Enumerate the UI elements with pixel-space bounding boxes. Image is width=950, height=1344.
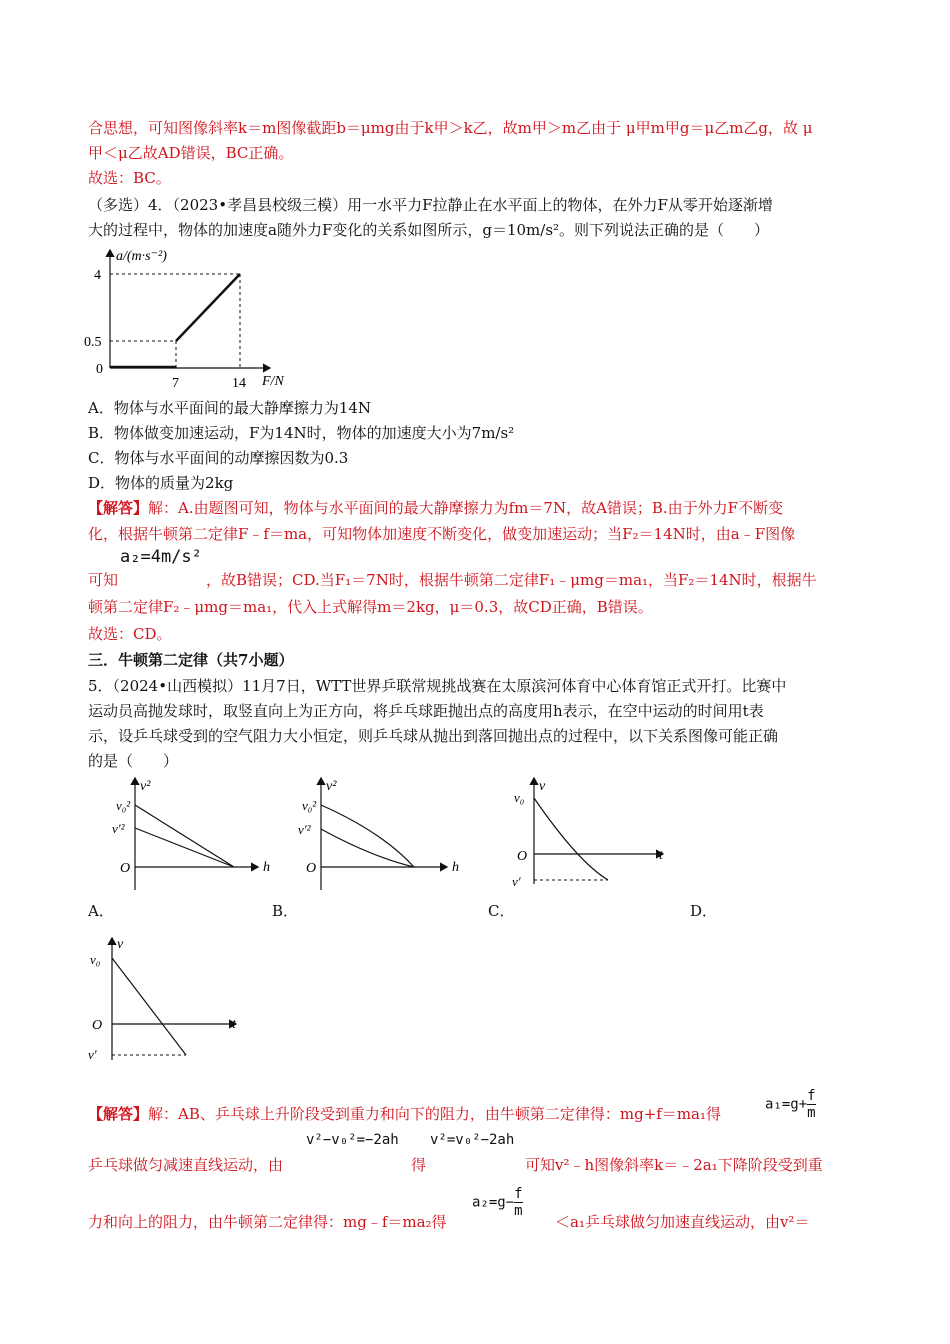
line-up (135, 805, 234, 867)
formula-eq1: v²−v₀²=−2ah (306, 1132, 399, 1148)
svg-text:v′²: v′² (298, 822, 311, 837)
answer5-line1: 【解答】解：AB、乒乓球上升阶段受到重力和向下的阻力，由牛顿第二定律得：mg+f＝ma₁得 (88, 1105, 721, 1123)
answer4-line2: 化，根据牛顿第二定律F﹣f＝ma，可知物体加速度不断变化，做变加速运动；当F₂＝14N时，由a﹣F图像 (88, 525, 796, 543)
ytick-4: 4 (94, 268, 101, 283)
y-axis-label: a/(m·s⁻²) (116, 249, 167, 264)
option-d: D．物体的质量为2kg (88, 474, 234, 492)
section-heading: 三．牛顿第二定律（共7小题） (88, 651, 294, 669)
svg-text:O: O (120, 861, 131, 876)
q4-a-f-graph (80, 244, 320, 394)
slope-segment (176, 274, 240, 341)
formula-eq2: v²=v₀²−2ah (430, 1132, 515, 1148)
curve-down (321, 829, 414, 867)
graph-d (86, 932, 261, 1062)
formula-a2g: a₂=g− $\frac{f}{m}$ (472, 1186, 523, 1219)
answer5-line2a: 乒乓球做匀减速直线运动，由 (88, 1156, 284, 1174)
line-down (135, 828, 234, 867)
svg-text:v²: v² (326, 779, 337, 794)
curve-v-t (534, 798, 608, 880)
answer4-line3-pre: 可知 (88, 571, 119, 589)
graph-c (508, 772, 683, 892)
formula-a1: a₁=g+ $\frac{f}{m}$ (765, 1088, 816, 1121)
line-v-t (112, 958, 186, 1055)
graph-b (292, 772, 467, 892)
graph-a (108, 772, 278, 892)
xtick-7: 7 (172, 376, 179, 391)
answer4-choice: 故选：CD。 (88, 625, 172, 643)
question4-line2: 大的过程中，物体的加速度a随外力F变化的关系如图所示，g＝10m/s²。则下列说法正确的是（ ） (88, 221, 770, 239)
svg-text:v₀: v₀ (514, 790, 525, 805)
svg-text:v²: v² (140, 779, 151, 794)
xtick-14: 14 (232, 376, 246, 391)
svg-text:O: O (306, 861, 317, 876)
svg-text:v′: v′ (88, 1047, 97, 1062)
formula-a2: a₂=4m/s² (120, 547, 202, 567)
answer3-line2: 甲＜μ乙故AD错误，BC正确。 (88, 144, 294, 162)
svg-text:v: v (117, 937, 124, 952)
ytick-05: 0.5 (84, 335, 102, 350)
label-b: B． (272, 902, 299, 920)
option-b: B．物体做变加速运动，F为14N时，物体的加速度大小为7m/s² (88, 424, 515, 442)
svg-text:t: t (232, 1017, 236, 1032)
option-c: C．物体与水平面间的动摩擦因数为0.3 (88, 449, 349, 467)
answer4-line3-post: ，故B错误；CD.当F₁＝7N时，根据牛顿第二定律F₁﹣μmg＝ma₁，当F₂＝14N时，根据牛 (206, 571, 817, 589)
label-a: A． (88, 902, 114, 920)
svg-text:v′: v′ (512, 874, 521, 889)
question5-line4: 的是（ ） (88, 752, 179, 770)
svg-text:t: t (659, 848, 663, 863)
question5-line2: 运动员高抛发球时，取竖直向上为正方向，将乒乓球距抛出点的高度用h表示，在空中运动的时间用t表 (88, 702, 764, 720)
svg-text:h: h (452, 860, 459, 875)
svg-text:v: v (539, 779, 546, 794)
svg-text:O: O (92, 1018, 103, 1033)
answer5-line3b: ＜a₁乒乓球做匀加速直线运动，由v²＝ (555, 1213, 810, 1231)
svg-text:v₀²: v₀² (116, 798, 131, 813)
answer5-line2c: 可知v²﹣h图像斜率k＝﹣2a₁下降阶段受到重 (525, 1156, 823, 1174)
question5-line1: 5．（2024•山西模拟）11月7日，WTT世界乒联常规挑战赛在太原滨河体育中心体育馆正式开打。比赛中 (88, 677, 787, 695)
svg-text:v₀: v₀ (90, 952, 101, 967)
option-a: A．物体与水平面间的最大静摩擦力为14N (88, 399, 372, 417)
answer4-line4: 顿第二定律F₂﹣μmg＝ma₁，代入上式解得m＝2kg，μ＝0.3，故CD正确，B错误。 (88, 598, 653, 616)
label-d: D． (690, 902, 718, 920)
answer5-line2b: 得 (411, 1156, 427, 1174)
answer5-line3a: 力和向上的阻力，由牛顿第二定律得：mg﹣f＝ma₂得 (88, 1213, 447, 1231)
svg-text:O: O (517, 849, 528, 864)
ytick-0: 0 (96, 362, 103, 377)
answer3-choice: 故选：BC。 (88, 169, 171, 187)
label-c: C． (488, 902, 515, 920)
svg-text:v₀²: v₀² (302, 798, 317, 813)
answer4-line1: 【解答】解：A.由题图可知，物体与水平面间的最大静摩擦力为fm＝7N，故A错误；B.由于外力F不断变 (88, 499, 784, 517)
answer3-line1: 合思想，可知图像斜率k＝m图像截距b＝μmg由于k甲＞k乙，故m甲＞m乙由于 μ甲m甲g＝μ乙m乙g，故 μ (88, 119, 813, 137)
question4-line1: （多选）4．（2023•孝昌县校级三模）用一水平力F拉静止在水平面上的物体，在外力F从零开始逐渐增 (88, 196, 773, 214)
question5-line3: 示，设乒乓球受到的空气阻力大小恒定，则乒乓球从抛出到落回抛出点的过程中，以下关系图像可能正确 (88, 727, 779, 745)
svg-text:h: h (263, 860, 270, 875)
x-axis-label: F/N (262, 374, 284, 389)
svg-text:v′²: v′² (112, 821, 125, 836)
